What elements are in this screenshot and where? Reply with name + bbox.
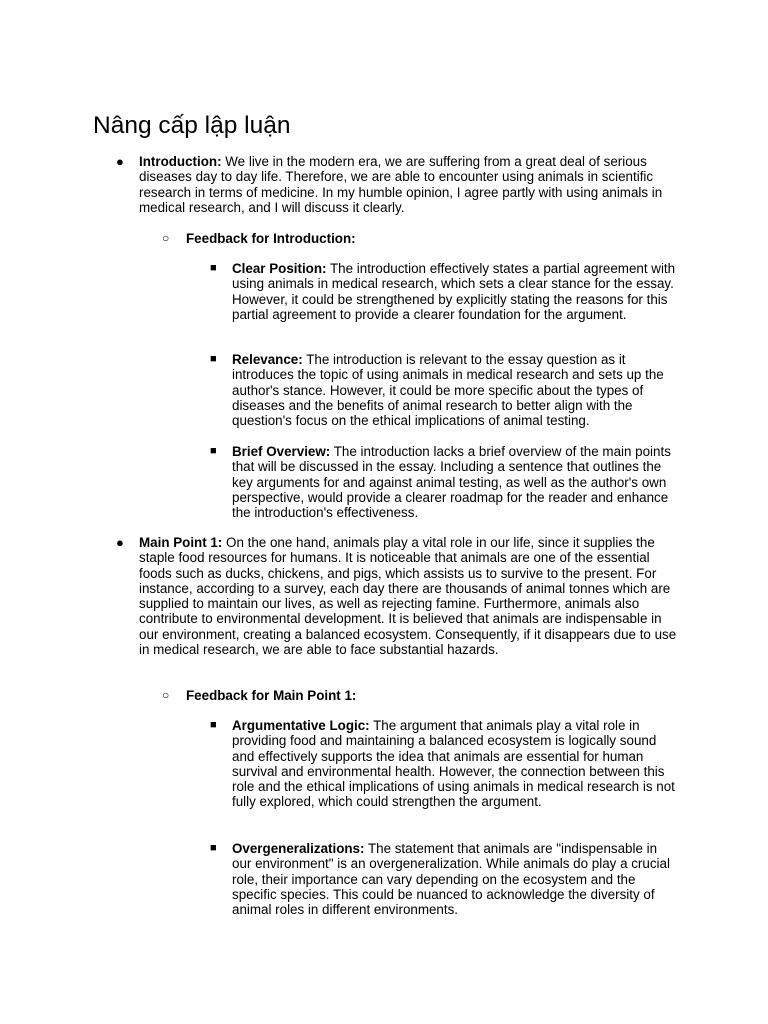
- feedback-main-1-heading-text: Feedback for Main Point 1:: [186, 688, 357, 703]
- feedback-item-clear-position: [232, 261, 678, 322]
- feedback-item-text: The introduction effectively states a partial agreement with using animals in medical research, which sets a clear stance for the essay. However, it could be strengthened by explicitly stating the reasons for this partial agreement to provide a clearer foundation for the argument.: [232, 261, 676, 322]
- feedback-item-label: Relevance:: [232, 352, 303, 367]
- square-bullet-icon: ■: [210, 719, 217, 731]
- feedback-intro-heading-text: Feedback for Introduction:: [186, 231, 356, 246]
- introduction-paragraph: [139, 154, 679, 215]
- feedback-item-relevance: [232, 352, 678, 428]
- main-point-1-paragraph: [139, 535, 679, 657]
- feedback-intro-heading: [186, 231, 686, 246]
- feedback-item-text: The introduction is relevant to the essay question as it introduces the topic of using animals in medical research and sets up the author's stance. However, it could be more specific about the types of diseases and the benefits of animal research to better align with the question's focus on the ethical implications of animal testing.: [232, 352, 664, 428]
- feedback-item-text: The introduction lacks a brief overview of the main points that will be discussed in the essay. Including a sentence that outlines the key arguments for and against animal testing, as well as the author's own perspective, would provide a clearer roadmap for the reader and enhance the introduction's effectiveness.: [232, 444, 671, 520]
- feedback-item-overgeneralizations: [232, 841, 678, 917]
- feedback-main-1-heading: [186, 688, 686, 703]
- feedback-item-text: The statement that animals are "indispensable in our environment" is an overgeneralization. While animals do play a crucial role, their importance can vary depending on the ecosystem and the specific species. This could be nuanced to acknowledge the diversity of animal roles in different environments.: [232, 841, 670, 917]
- feedback-item-text: The argument that animals play a vital role in providing food and maintaining a balanced ecosystem is logically sound and effectively supports the idea that animals are essential for human survival and environmental health. However, the connection between this role and the ethical implications of using animals in medical research is not fully explored, which could strengthen the argument.: [232, 718, 675, 810]
- circle-bullet-icon: ○: [162, 688, 170, 702]
- circle-bullet-icon: ○: [162, 231, 170, 245]
- feedback-item-label: Argumentative Logic:: [232, 718, 370, 733]
- square-bullet-icon: ■: [210, 353, 217, 365]
- feedback-item-label: Brief Overview:: [232, 444, 331, 459]
- square-bullet-icon: ■: [210, 445, 217, 457]
- introduction-label: Introduction:: [139, 154, 222, 169]
- introduction-text: We live in the modern era, we are suffering from a great deal of serious diseases day to day life. Therefore, we are able to encounter using animals in scientific research in terms of medicine. In my humble opinion, I agree partly with using animals in medical research, and I will discuss it clearly.: [139, 154, 663, 215]
- bullet-icon: ●: [116, 535, 124, 550]
- feedback-item-argumentative-logic: [232, 718, 678, 810]
- feedback-item-label: Clear Position:: [232, 261, 327, 276]
- square-bullet-icon: ■: [210, 262, 217, 274]
- main-point-1-label: Main Point 1:: [139, 535, 223, 550]
- bullet-icon: ●: [116, 154, 124, 169]
- page-title: Nâng cấp lập luận: [93, 112, 291, 139]
- square-bullet-icon: ■: [210, 842, 217, 854]
- main-point-1-text: On the one hand, animals play a vital role in our life, since it supplies the staple food resources for humans. It is noticeable that animals are one of the essential foods such as ducks, chickens, and pigs, which assists us to survive to the present. For instance, according to a survey, each day there are thousands of animal tonnes which are supplied to maintain our lives, as well as rejecting famine. Furthermore, animals also contribute to environmental development. It is believed that animals are indispensable in our environment, creating a balanced ecosystem. Consequently, if it disappears due to use in medical research, we are able to face substantial hazards.: [139, 535, 677, 657]
- feedback-item-label: Overgeneralizations:: [232, 841, 365, 856]
- feedback-item-brief-overview: [232, 444, 678, 520]
